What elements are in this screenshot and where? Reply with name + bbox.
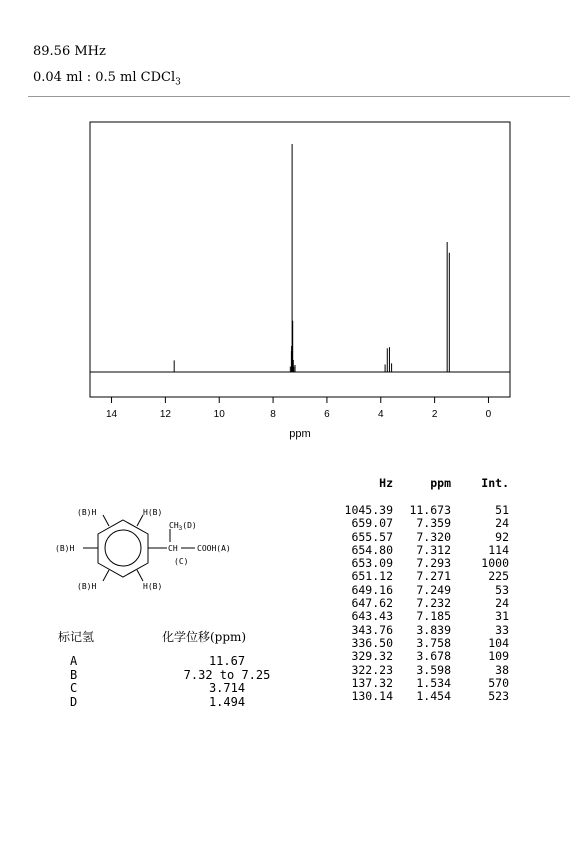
chemical-shift-cell: 3.714 (208, 681, 246, 695)
chemical-shift-cell: 7.32 to 7.25 (183, 667, 271, 682)
hz-cell: 655.57 (351, 529, 393, 544)
label-ch3-d: (D) (182, 521, 197, 530)
hz-cell: 343.76 (351, 622, 393, 637)
proton-label-cell: C (70, 681, 78, 695)
label-ch3-text: CH (169, 521, 179, 530)
assignment-header-row (58, 628, 292, 655)
x-tick-label: 2 (431, 409, 438, 420)
label-c: (C) (174, 557, 189, 566)
hz-cell: 329.32 (351, 649, 393, 664)
int-cell: 24 (495, 596, 509, 611)
int-cell: 53 (495, 582, 509, 597)
solvent-ratio-text: 0.04 ml : 0.5 ml CDCl (33, 70, 176, 85)
table-row (325, 677, 509, 690)
int-cell: 1000 (481, 556, 509, 571)
header-divider (28, 96, 570, 97)
label-h-br: H(B) (143, 582, 163, 591)
ppm-cell: 3.678 (416, 649, 451, 664)
table-row (325, 531, 509, 544)
aromatic-circle (105, 530, 141, 566)
table-row (325, 624, 509, 637)
col-ppm-header: ppm (430, 476, 451, 490)
x-tick-label: 14 (105, 409, 118, 420)
table-row (325, 557, 509, 570)
ppm-cell: 11.673 (409, 503, 451, 517)
table-row (58, 669, 292, 683)
table-row (58, 696, 292, 710)
label-h-l: (B)H (55, 544, 75, 553)
ppm-cell: 3.598 (416, 662, 451, 677)
bond-h-bl (103, 570, 109, 581)
solvent-subscript: 3 (175, 77, 181, 88)
hz-cell: 654.80 (351, 542, 393, 557)
peak-table (325, 476, 509, 703)
label-cooh: COOH(A) (197, 544, 231, 553)
proton-label-cell: B (70, 667, 78, 682)
ppm-cell: 7.293 (416, 556, 451, 571)
x-tick-label: 10 (213, 409, 225, 420)
table-row (325, 584, 509, 597)
x-tick-label: 8 (270, 409, 276, 420)
int-cell: 114 (488, 542, 509, 557)
ppm-cell: 7.320 (416, 529, 451, 544)
table-row (325, 570, 509, 583)
hz-cell: 1045.39 (344, 503, 393, 517)
label-ch3 (169, 521, 197, 532)
ppm-cell: 7.271 (416, 569, 451, 584)
int-cell: 570 (488, 675, 509, 690)
ibuprofen-like-structure (45, 505, 275, 615)
table-row (325, 664, 509, 677)
ppm-cell: 7.185 (416, 609, 451, 624)
hz-cell: 651.12 (351, 569, 393, 584)
int-cell: 92 (495, 529, 509, 544)
ppm-cell: 7.232 (416, 596, 451, 611)
int-cell: 51 (495, 503, 509, 517)
table-row (325, 637, 509, 650)
x-tick-label: 0 (485, 409, 492, 420)
assignment-table-body (58, 655, 292, 709)
table-row (325, 610, 509, 623)
label-ch: CH (168, 544, 178, 553)
hz-cell: 649.16 (351, 582, 393, 597)
hz-cell: 647.62 (351, 596, 393, 611)
hz-cell: 653.09 (351, 556, 393, 571)
peak-table-body (325, 504, 509, 703)
solvent-ratio (33, 70, 181, 88)
x-tick-label: 12 (159, 409, 171, 420)
label-h-bl: (B)H (77, 582, 97, 591)
table-row (325, 544, 509, 557)
assignment-col-shift-header: 化学位移(ppm) (162, 630, 247, 644)
nmr-spectrum-chart (0, 110, 570, 450)
spectrometer-frequency: 89.56 MHz (33, 44, 106, 59)
peak-table-header-row (325, 476, 509, 504)
table-row (325, 650, 509, 663)
hz-cell: 336.50 (351, 635, 393, 650)
table-row (325, 504, 509, 517)
int-cell: 38 (495, 662, 509, 677)
x-tick-label: 4 (377, 409, 384, 420)
hz-cell: 130.14 (351, 689, 393, 704)
table-row (325, 690, 509, 703)
x-tick-label: 6 (324, 409, 330, 420)
ppm-cell: 3.839 (416, 622, 451, 637)
hz-cell: 322.23 (351, 662, 393, 677)
ppm-cell: 7.249 (416, 582, 451, 597)
int-cell: 24 (495, 516, 509, 531)
assignment-table (58, 628, 292, 709)
int-cell: 33 (495, 622, 509, 637)
col-int-header: Int. (481, 476, 509, 490)
bond-h-br (137, 570, 143, 581)
col-hz-header: Hz (379, 476, 393, 490)
label-h-tl: (B)H (77, 508, 97, 517)
int-cell: 523 (488, 689, 509, 704)
ppm-cell: 3.758 (416, 635, 451, 650)
assignment-col-label-header: 标记氢 (58, 630, 95, 644)
proton-label-cell: D (70, 694, 78, 709)
peak-layer (174, 144, 449, 372)
ppm-cell: 7.359 (416, 516, 451, 531)
table-row (325, 597, 509, 610)
int-cell: 225 (488, 569, 509, 584)
hz-cell: 643.43 (351, 609, 393, 624)
chemical-shift-cell: 1.494 (208, 694, 246, 709)
ppm-cell: 7.312 (416, 542, 451, 557)
proton-label-cell: A (70, 654, 78, 668)
ppm-cell: 1.534 (416, 675, 451, 690)
hz-cell: 137.32 (351, 675, 393, 690)
hz-cell: 659.07 (351, 516, 393, 531)
label-h-tr: H(B) (143, 508, 163, 517)
table-row (58, 655, 292, 669)
ppm-cell: 1.454 (416, 689, 451, 704)
table-row (58, 682, 292, 696)
x-axis-label: ppm (289, 428, 311, 440)
int-cell: 109 (488, 649, 509, 664)
int-cell: 104 (488, 635, 509, 650)
label-ch3-sub: 3 (178, 525, 183, 532)
chemical-shift-cell: 11.67 (208, 654, 246, 668)
bond-h-tl (103, 515, 109, 526)
x-axis-ticks (106, 397, 492, 420)
table-row (325, 517, 509, 530)
int-cell: 31 (495, 609, 509, 624)
